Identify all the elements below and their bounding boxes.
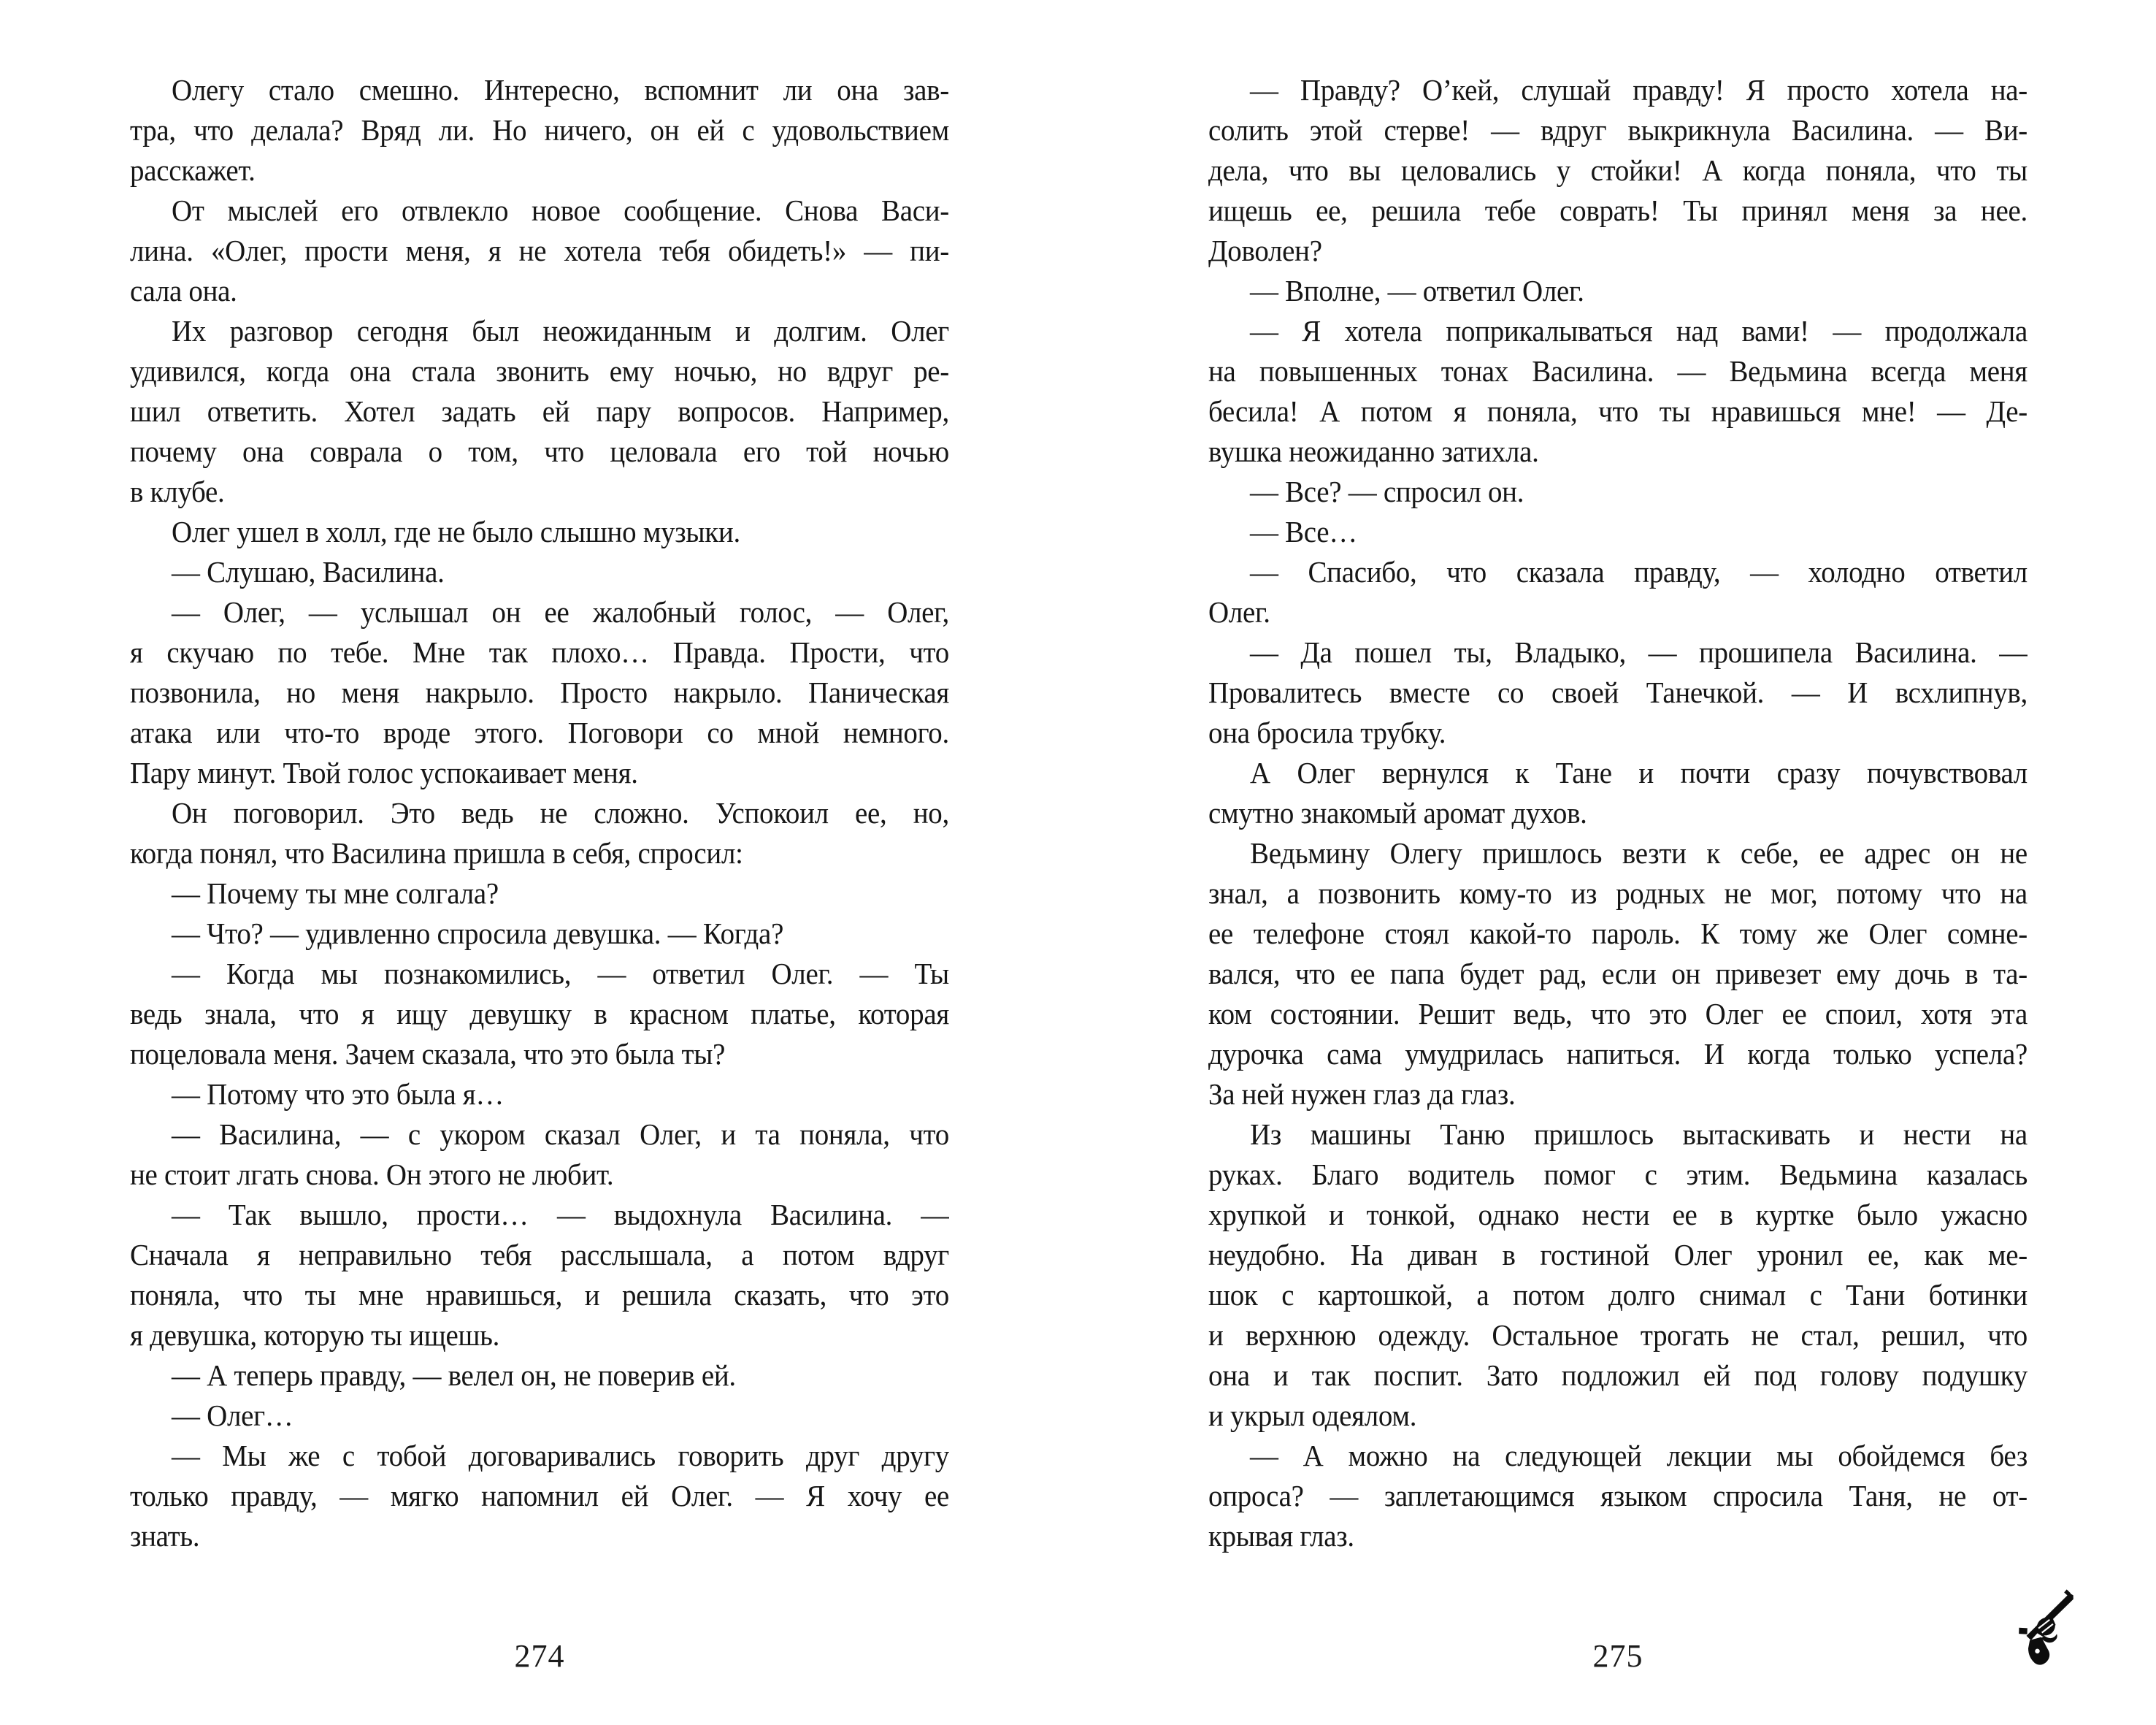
text-line: расскажет.	[130, 153, 256, 187]
text-line: она бросила трубку.	[1208, 716, 1446, 749]
text-line: — Я хотела поприкалываться над вами! — продолжала	[1250, 314, 2028, 348]
text-line: — Почему ты мне солгала?	[172, 876, 499, 910]
revolver-icon	[2014, 1589, 2100, 1671]
text-line: Ведьмину Олегу пришлось везти к себе, ее адрес он не	[1250, 836, 2028, 870]
text-line: позвонила, но меня накрыло. Просто накрыло. Паническая	[130, 676, 949, 709]
text-line: — Да пошел ты, Владыко, — прошипела Василина. —	[1250, 635, 2028, 669]
paragraph	[130, 552, 949, 592]
text-line: на повышенных тонах Василина. — Ведьмина всегда меня	[1208, 354, 2028, 388]
text-line: — Вполне, — ответил Олег.	[1250, 274, 1584, 307]
paragraph	[1208, 632, 2028, 753]
text-line: шок с картошкой, а потом долго снимал с Тани ботинки	[1208, 1278, 2028, 1312]
text-line: — Все…	[1250, 515, 1357, 548]
paragraph	[130, 1396, 949, 1436]
text-line: дела, что вы целовались у стойки! А когда поняла, что ты	[1208, 153, 2028, 187]
text-line: — Слушаю, Василина.	[172, 555, 445, 589]
text-line: знал, а позвонить кому-то из родных не мог, потому что на	[1208, 876, 2028, 910]
paragraph	[1208, 512, 2028, 552]
text-line: — Олег, — услышал он ее жалобный голос, — Олег,	[172, 595, 949, 629]
text-line: Их разговор сегодня был неожиданным и долгим. Олег	[172, 314, 949, 348]
page-right-text-column	[1208, 70, 2028, 1556]
text-line: я девушка, которую ты ищешь.	[130, 1318, 500, 1352]
page-left-text-column	[130, 70, 949, 1556]
text-line: только правду, — мягко напомнил ей Олег. — Я хочу ее	[130, 1479, 949, 1512]
text-line: бесила! А потом я поняла, что ты нравишься мне! — Де-	[1208, 394, 2028, 428]
paragraph	[1208, 271, 2028, 311]
paragraph	[130, 1195, 949, 1355]
text-line: Провалитесь вместе со своей Танечкой. — И всхлипнув,	[1208, 676, 2028, 709]
paragraph	[1208, 753, 2028, 833]
text-line: и укрыл одеялом.	[1208, 1399, 1417, 1432]
text-line: — А можно на следующей лекции мы обойдемся без	[1250, 1439, 2028, 1472]
text-line: когда понял, что Василина пришла в себя, спросил:	[130, 836, 743, 870]
text-line: Он поговорил. Это ведь не сложно. Успокоил ее, но,	[172, 796, 949, 830]
text-line: солить этой стерве! — вдруг выкрикнула Василина. — Ви-	[1208, 113, 2028, 147]
text-line: я скучаю по тебе. Мне так плохо… Правда. Прости, что	[130, 635, 949, 669]
text-line: — Спасибо, что сказала правду, — холодно ответил	[1250, 555, 2028, 589]
text-line: — Потому что это была я…	[172, 1077, 505, 1111]
paragraph	[130, 1114, 949, 1195]
page-number-right: 275	[1592, 1638, 1643, 1674]
text-line: ее телефоне стоял какой-то пароль. К тому же Олег сомне-	[1208, 917, 2028, 950]
text-line: сала она.	[130, 274, 237, 307]
text-line: ищешь ее, решила тебе соврать! Ты принял меня за нее.	[1208, 194, 2028, 227]
text-line: — Так вышло, прости… — выдохнула Василина. —	[172, 1198, 949, 1231]
text-line: не стоит лгать снова. Он этого не любит.	[130, 1158, 614, 1191]
text-line: удивился, когда она стала звонить ему ночью, но вдруг ре-	[130, 354, 949, 388]
text-line: она и так поспит. Зато подложил ей под голову подушку	[1208, 1358, 2028, 1392]
text-line: — Когда мы познакомились, — ответил Олег. — Ты	[172, 957, 949, 990]
paragraph	[1208, 552, 2028, 632]
text-line: А Олег вернулся к Тане и почти сразу почувствовал	[1250, 756, 2028, 789]
paragraph	[130, 873, 949, 914]
paragraph	[1208, 311, 2028, 472]
page-number-left: 274	[514, 1638, 565, 1674]
paragraph	[130, 1436, 949, 1556]
text-line: опроса? — заплетающимся языком спросила Таня, не от-	[1208, 1479, 2028, 1512]
text-line: лина. «Олег, прости меня, я не хотела тебя обидеть!» — пи-	[130, 234, 949, 267]
text-line: атака или что-то вроде этого. Поговори со мной немного.	[130, 716, 949, 749]
paragraph	[1208, 833, 2028, 1114]
paragraph	[130, 191, 949, 311]
text-line: Доволен?	[1208, 234, 1322, 267]
text-line: — Мы же с тобой договаривались говорить друг другу	[172, 1439, 949, 1472]
paragraph	[1208, 70, 2028, 271]
paragraph	[130, 311, 949, 512]
text-line: шил ответить. Хотел задать ей пару вопросов. Например,	[130, 394, 949, 428]
text-line: Олегу стало смешно. Интересно, вспомнит ли она зав-	[172, 73, 949, 107]
paragraph	[130, 70, 949, 191]
text-line: вался, что ее папа будет рад, если он привезет ему дочь в та-	[1208, 957, 2028, 990]
text-line: в клубе.	[130, 475, 225, 508]
text-line: За ней нужен глаз да глаз.	[1208, 1077, 1516, 1111]
paragraph	[1208, 1114, 2028, 1436]
text-line: почему она соврала о том, что целовала его той ночью	[130, 435, 949, 468]
text-line: Сначала я неправильно тебя расслышала, а потом вдруг	[130, 1238, 949, 1271]
text-line: ведь знала, что я ищу девушку в красном платье, которая	[130, 997, 949, 1030]
paragraph	[130, 793, 949, 873]
paragraph	[130, 512, 949, 552]
text-line: — Все? — спросил он.	[1250, 475, 1524, 508]
text-line: знать.	[130, 1519, 200, 1553]
text-line: Олег.	[1208, 595, 1270, 629]
paragraph	[1208, 472, 2028, 512]
text-line: — Василина, — с укором сказал Олег, и та поняла, что	[172, 1117, 949, 1151]
text-line: — А теперь правду, — велел он, не поверив ей.	[172, 1358, 736, 1392]
text-line: крывая глаз.	[1208, 1519, 1354, 1553]
paragraph	[130, 592, 949, 793]
text-line: дурочка сама умудрилась напиться. И когда только успела?	[1208, 1037, 2028, 1071]
paragraph	[130, 914, 949, 954]
paragraph	[130, 1074, 949, 1114]
text-line: поцеловала меня. Зачем сказала, что это была ты?	[130, 1037, 726, 1071]
paragraph	[130, 1355, 949, 1396]
text-line: тра, что делала? Вряд ли. Но ничего, он ей с удовольствием	[130, 113, 949, 147]
text-line: смутно знакомый аромат духов.	[1208, 796, 1587, 830]
text-line: — Правду? О’кей, слушай правду! Я просто хотела на-	[1250, 73, 2028, 107]
text-line: поняла, что ты мне нравишься, и решила сказать, что это	[130, 1278, 949, 1312]
paragraph	[1208, 1436, 2028, 1556]
paragraph	[130, 954, 949, 1074]
text-line: хрупкой и тонкой, однако нести ее в куртке было ужасно	[1208, 1198, 2028, 1231]
text-line: От мыслей его отвлекло новое сообщение. Снова Васи-	[172, 194, 949, 227]
text-line: неудобно. На диван в гостиной Олег уронил ее, как ме-	[1208, 1238, 2028, 1271]
text-line: Пару минут. Твой голос успокаивает меня.	[130, 756, 638, 789]
text-line: — Что? — удивленно спросила девушка. — Когда?	[172, 917, 784, 950]
text-line: вушка неожиданно затихла.	[1208, 435, 1539, 468]
text-line: Олег ушел в холл, где не было слышно музыки.	[172, 515, 740, 548]
text-line: ком состоянии. Решит ведь, что это Олег ее споил, хотя эта	[1208, 997, 2028, 1030]
text-line: — Олег…	[172, 1399, 294, 1432]
text-line: руках. Благо водитель помог с этим. Ведьмина казалась	[1208, 1158, 2028, 1191]
text-line: Из машины Таню пришлось вытаскивать и нести на	[1250, 1117, 2028, 1151]
text-line: и верхнюю одежду. Остальное трогать не стал, решил, что	[1208, 1318, 2028, 1352]
